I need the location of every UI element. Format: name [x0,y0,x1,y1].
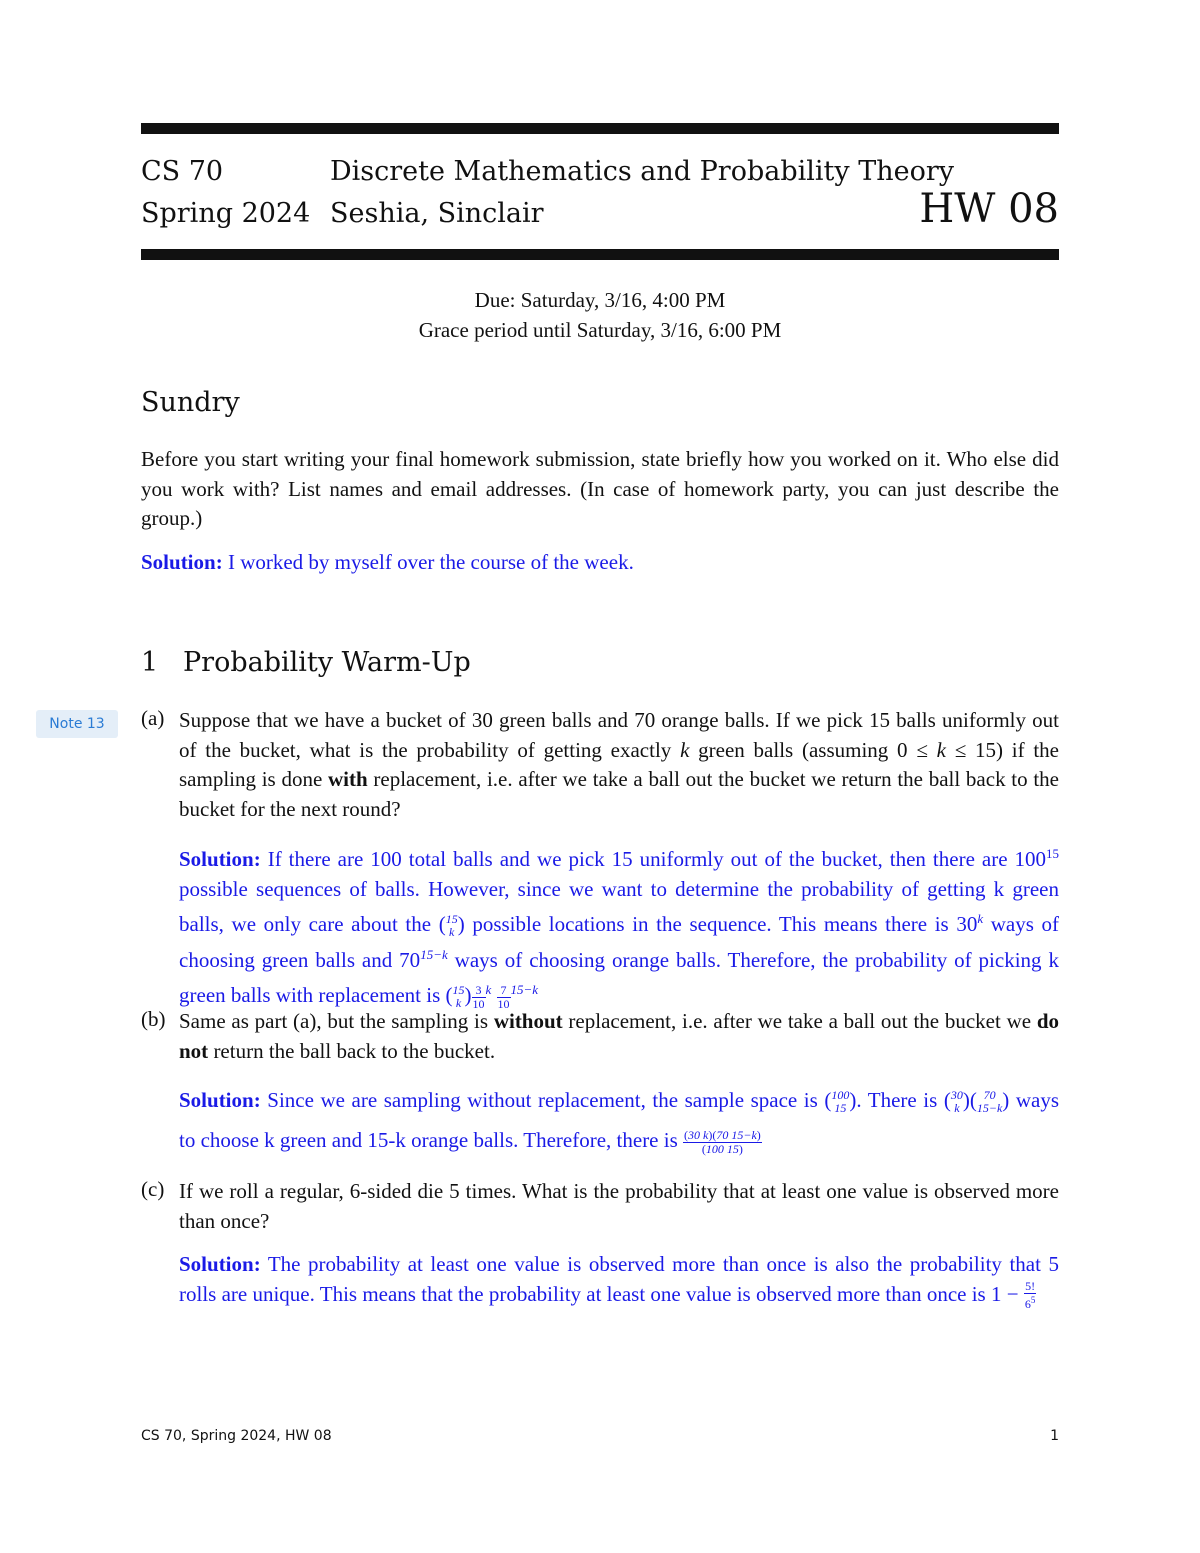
binomial-15-k-formula: (15 k ) [445,983,472,1011]
binomial-70-15-k: ( 70 15−k) [969,1088,1010,1116]
part-b-question: Same as part (a), but the sampling is without replacement, i.e. after we take a ball out the bucket we do not return the ball back to the bucket. [179,1009,1059,1063]
note-link[interactable]: Note 13 [36,710,118,738]
solution-text: I worked by myself over the course of the week. [227,550,634,574]
instructors: Seshia, Sinclair [330,198,544,229]
course-code: CS 70 [141,156,224,187]
part-b-solution: Solution: Since we are sampling without replacement, the sample space is (100 15 ). There is (30 k )( 70 15−k) ways to choose k green and 15-k orange balls. Therefore, there is $\frac{(30 k)(70 15-k)}{(100 15)}$ [179,1088,1060,1156]
binomial-100-15: (100 15 ) [824,1088,857,1116]
footer-text: CS 70, Spring 2024, HW 08 [141,1428,332,1444]
page-number: 1 [1050,1428,1059,1444]
homework-number: HW 08 [919,186,1059,232]
grace-period: Grace period until Saturday, 3/16, 6:00 PM [418,318,782,342]
course-title: Discrete Mathematics and Probability Theory [330,156,954,187]
problem-number: 1 [141,647,159,678]
due-date: Due: Saturday, 3/16, 4:00 PM [474,288,726,312]
part-a-label: (a) [141,706,165,730]
sundry-text: Before you start writing your final homework submission, state briefly how you worked on it. Who else did you work with? List names and email addresses. (In case of homework party, you can just describe the group.) [141,447,1059,530]
header-bottom-rule [141,249,1059,260]
part-c-label: (c) [141,1177,165,1201]
fraction-7-10: $\frac{7}{10}$ [497,982,510,1011]
term: Spring 2024 [141,198,311,229]
problem-heading: Probability Warm-Up [183,647,471,678]
fraction-3-10: $\frac{3}{10}$ [472,982,485,1011]
solution-label: Solution: [141,550,223,574]
sundry-solution [141,548,1059,578]
part-a-question: Suppose that we have a bucket of 30 green balls and 70 orange balls. If we pick 15 balls uniformly out of the bucket, what is the probability of getting exactly k green balls (assuming 0 ≤ k ≤ 15) if the sampling is done with replacement, i.e. after we take a ball out the bucket we return the ball back to the bucket for the next round? [179,708,1059,821]
part-b-label: (b) [141,1007,166,1031]
part-c-solution: Solution: The probability at least one value is observed more than once is also the probability that 5 rolls are unique. This means that the probability at least one value is observed more than once is 1 − $\frac{5!}{6^5}$ [179,1252,1059,1312]
part-c-question: If we roll a regular, 6-sided die 5 times. What is the probability that at least one value is observed more than once? [179,1179,1059,1233]
binomial-30-k: (30 k ) [943,1088,970,1116]
sundry-heading: Sundry [141,387,240,418]
binomial-15-k: (15 k ) [438,912,465,940]
header-top-rule [141,123,1059,134]
hypergeometric-fraction: $\frac{(30 k)(70 15-k)}{(100 15)}$ [684,1127,761,1156]
part-a-solution: Solution: If there are 100 total balls and we pick 15 uniformly out of the bucket, then there are $100^{15}$ possible sequences of balls. However, since we want to determine the probability of getting k green balls, we only care about the (15 k ) possible locations in the sequence. This means there is 30$^k$ ways of choosing green balls and $70^{15-k}$ ways of choosing orange balls. Therefore, the probability of picking k green balls with replacement is (15 k ) $\frac{3}{10}$ $^k$ $\frac{7}{10}$ $^{15-k}$ [179,846,1060,1011]
fraction-5-factorial: $\frac{5!}{6^5}$ [1024,1279,1036,1312]
